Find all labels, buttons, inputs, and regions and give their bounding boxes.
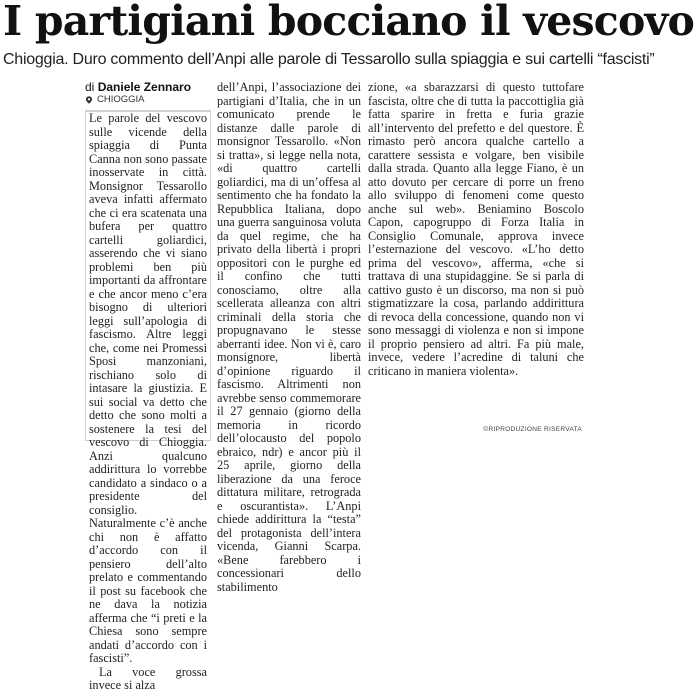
subheadline: Chioggia. Duro commento dell’Anpi alle parole di Tessarollo sulla spiaggia e sui cartelli “fascisti” bbox=[3, 51, 655, 68]
column-2-text: dell’Anpi, l’associazione dei partigiani d’Italia, che in un comunicato prende le distanze dalle parole di monsignor Tessarollo. «Non si tratta», si legge nella nota, «di quattro cartelli goliardici, ma di un’offesa al sentimento che ha fondato la Repubblica Italiana, dopo una guerra sanguinosa voluta da quel regime, che ha privato della libertà i propri oppositori con le purghe ed il confino che tutti conosciamo, oltre alla scellerata alleanza con altri criminali della storia che propugnavano le stesse aberranti idee. Non vi è, caro monsignore, libertà d’opinione riguardo il fascismo. Altrimenti non avrebbe senso commemorare il 27 gennaio (giorno della memoria in ricordo dell’olocausto del popolo ebraico, ndr) e ancor più il 25 aprile, giorno della liberazione da una feroce dittatura militare, retrograda e oscurantista». L’Anpi chiede addirittura la “testa” del protagonista dell’intera vicenda, Gianni Scarpa. «Bene farebbero i concessionari dello stabilimento bbox=[217, 80, 361, 594]
column-1-tail: La voce grossa invece si alza bbox=[89, 664, 207, 692]
map-pin-icon bbox=[85, 96, 93, 104]
column-3-text: zione, «a sbarazzarsi di questo tuttofare fascista, oltre che di tutta la paccottiglia già fatta sparire in fretta e furia grazie all’intervento del prefetto e del questore. È rimasto però ancora qualche cartello a carattere sessista e volgare, ben visibile dalla strada. Quanto alla legge Fiano, è un atto dovuto per cercare di porre un freno allo sviluppo di fenomeni come questo anche sul web». Beniamino Boscolo Capon, capogruppo di Forza Italia in Consiglio Comunale, approva invece l’esternazione del vescovo. «L’ho detto prima del vescovo», afferma, «che si trattava di una stupidaggine. Se si parla di cattivo gusto è un discorso, ma non si può stigmatizzare la cosa, parlando addirittura di revoca della concessione, quando non vi sono messaggi di violenza e non si impone il proprio pensiero ad altri. Fa più male, invece, vedere l’acredine di taluni che criticano in maniera violenta». bbox=[368, 80, 584, 378]
article-column-1 bbox=[85, 110, 211, 692]
article-column-3 bbox=[368, 81, 584, 421]
dateline bbox=[85, 94, 145, 106]
headline: I partigiani bocciano il vescovo bbox=[3, 0, 694, 45]
copyright-notice: ©RIPRODUZIONE RISERVATA bbox=[483, 426, 582, 433]
column-1-text: Le parole del vescovo sulle vicende della spiaggia di Punta Canna non sono passate inosservate in città. Monsignor Tessarollo aveva infatti affermato che ci era scatenata una bufera per quattro cartelli goliardici, asserendo che vi siano problemi ben più importanti da affrontare e che ancor meno c’era bisogno di ulteriori leggi sull’apologia di fascismo. Altre leggi che, come nei Promessi Sposi manzoniani, rischiano solo di intasare la giustizia. E sui social va detto che detto che sono molti a sostenere la tesi del vescovo di Chioggia. Anzi qualcuno addirittura lo vorrebbe candidato a sindaco o a presidente del consiglio. Naturalmente c’è anche chi non è affatto d’accordo con il pensiero dell’alto prelato e commentando il post su facebook che ne dava la notizia afferma che “i preti e la Chiesa sono sempre andati d’accordo con i fascisti”. bbox=[89, 111, 207, 665]
byline-prefix: di bbox=[85, 80, 95, 94]
byline bbox=[85, 80, 191, 94]
author-name: Daniele Zennaro bbox=[97, 80, 192, 94]
location-label: CHIOGGIA bbox=[97, 94, 145, 105]
article-column-2 bbox=[217, 80, 361, 594]
